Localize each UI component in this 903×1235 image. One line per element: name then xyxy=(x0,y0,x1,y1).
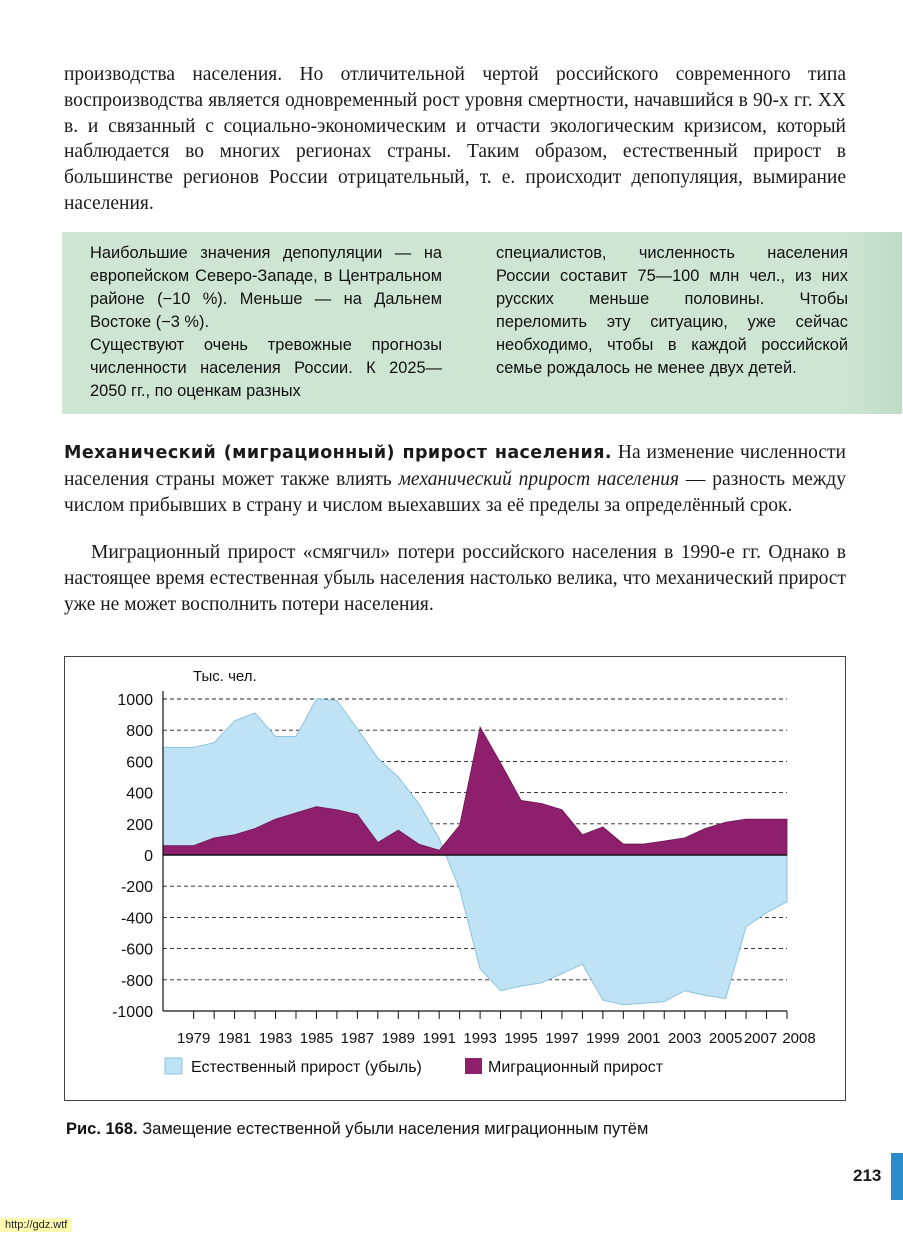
x-tick-labels xyxy=(177,1030,816,1047)
legend-label-natural: Естественный прирост (убыль) xyxy=(191,1059,422,1076)
legend-swatch-migration xyxy=(465,1058,482,1074)
legend-swatch-natural xyxy=(165,1058,182,1074)
x-tick-label: 1991 xyxy=(422,1030,456,1047)
info-box-edge xyxy=(842,232,902,414)
y-axis-label: Тыс. чел. xyxy=(193,668,257,685)
figure-chart xyxy=(64,656,846,1101)
x-tick-label: 1993 xyxy=(463,1030,497,1047)
y-tick-label: 600 xyxy=(126,754,153,772)
y-tick-label: -800 xyxy=(120,972,153,990)
x-tick-label: 1995 xyxy=(504,1030,538,1047)
x-tick-label: 2008 xyxy=(782,1030,816,1047)
y-tick-label: -1000 xyxy=(112,1004,153,1021)
paragraph-2-part-a: На изменение численности населения страны может также влиять xyxy=(64,442,846,490)
page-tab-marker xyxy=(891,1153,903,1200)
info-box-left-text-1: Наибольшие значения депопуляции — на европейском Северо-Западе, в Центральном районе (−10 %). Меньше — на Дальнем Востоке (−3 %). xyxy=(90,244,442,331)
y-tick-label: 0 xyxy=(144,848,153,865)
x-tick-label: 1997 xyxy=(545,1030,579,1047)
area-chart xyxy=(65,657,845,1100)
caption-text: Замещение естественной убыли населения миграционным путём xyxy=(137,1120,649,1138)
watermark-link[interactable]: http://gdz.wtf xyxy=(0,1218,72,1232)
x-tick-label: 1999 xyxy=(586,1030,620,1047)
info-box-right-column xyxy=(496,242,848,380)
x-tick-label: 1983 xyxy=(258,1030,293,1047)
y-tick-label: 400 xyxy=(126,785,153,803)
legend-label-migration: Миграционный прирост xyxy=(488,1059,664,1076)
info-box-left-column xyxy=(90,242,442,403)
y-tick-label: -600 xyxy=(120,941,153,959)
info-box xyxy=(62,232,902,414)
x-tick-label: 2001 xyxy=(627,1030,661,1047)
y-tick-labels xyxy=(112,692,153,1021)
chart-legend xyxy=(165,1058,664,1076)
x-tick-label: 2005 xyxy=(708,1030,743,1047)
body-paragraph-2 xyxy=(64,440,846,518)
chart-areas xyxy=(163,699,787,1005)
term-mechanical-growth: механический прирост населения xyxy=(398,468,680,490)
y-tick-label: -400 xyxy=(120,910,153,928)
x-tick-label: 1979 xyxy=(177,1030,211,1047)
caption-label: Рис. 168. xyxy=(66,1120,138,1138)
x-tick-label: 1981 xyxy=(217,1030,252,1047)
y-tick-label: 1000 xyxy=(117,692,153,709)
figure-caption xyxy=(66,1120,648,1139)
body-paragraph-1: производства населения. Но отличительной чертой российского современного типа воспроизводства является одновременный рост уровня смертности, начавшийся в 90-х гг. XX в. и связанный с социально-экономическим и отчасти экологическим кризисом, который наблюдается во многих регионах страны. Таким образом, естественный прирост в большинстве регионов России отрицательный, т. е. происходит депопуляция, вымирание населения. xyxy=(64,64,846,214)
section-heading: Механический (миграционный) прирост населения. xyxy=(64,443,612,463)
info-box-left-text-2: Существуют очень тревожные прогнозы численности населения России. К 2025—2050 гг., по оценкам разных xyxy=(90,336,442,400)
x-tick-label: 1989 xyxy=(381,1030,415,1047)
y-tick-label: 800 xyxy=(126,723,153,741)
x-tick-label: 1985 xyxy=(299,1030,334,1047)
y-tick-label: 200 xyxy=(126,816,153,834)
x-tick-label: 1987 xyxy=(340,1030,375,1047)
y-tick-label: -200 xyxy=(120,879,153,897)
body-paragraph-3: Миграционный прирост «смягчил» потери российского населения в 1990-е гг. Однако в настоящее время естественная убыль населения настолько велика, что механический прирост уже не может восполнить потери населения. xyxy=(64,542,846,615)
info-box-right-text: специалистов, численность населения России составит 75—100 млн чел., из них русских меньше половины. Чтобы переломить эту ситуацию, уже сейчас необходимо, чтобы в каждой российской семье рождалось не менее двух детей. xyxy=(496,244,848,377)
page-number: 213 xyxy=(853,1166,882,1185)
x-tick-label: 2003 xyxy=(668,1030,702,1047)
x-tick-label: 2007 xyxy=(743,1030,778,1047)
paragraph-2-part-b: — разность между числом прибывших в страну и числом выехавших за её пределы за определённый срок. xyxy=(64,468,846,516)
